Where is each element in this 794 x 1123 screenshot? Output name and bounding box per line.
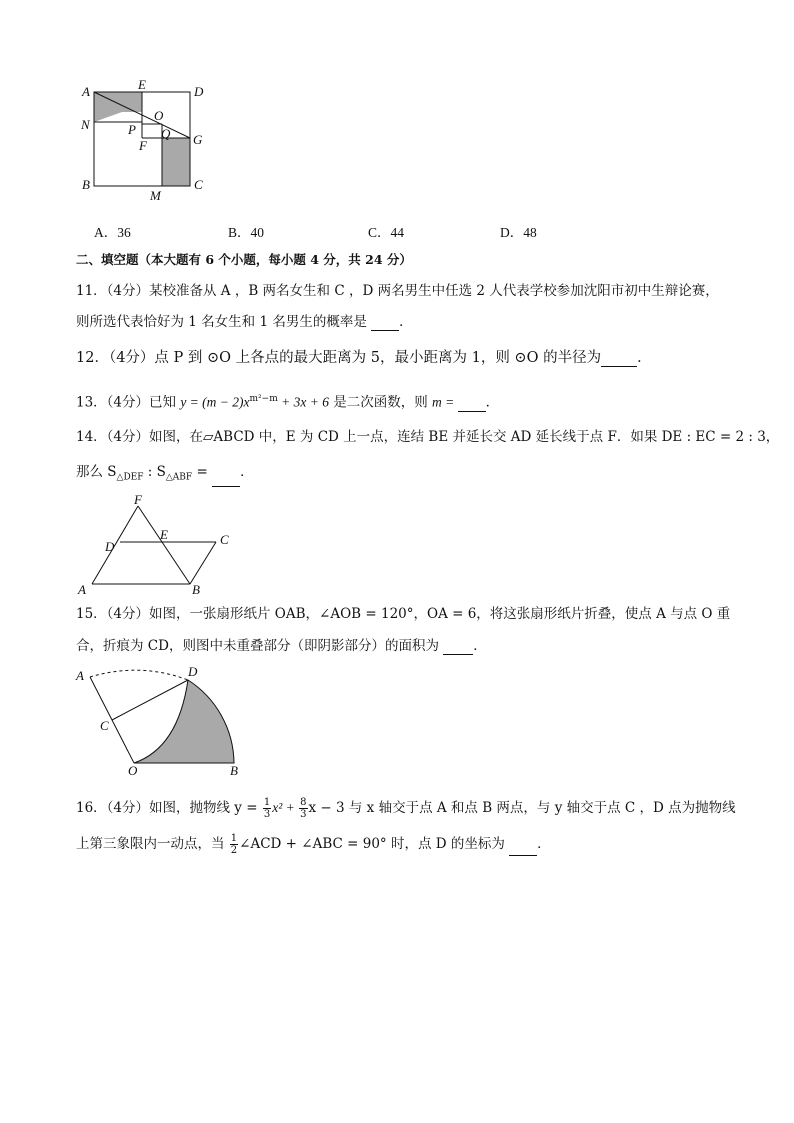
q16-answer-blank[interactable] xyxy=(509,841,537,856)
figure-q14 xyxy=(76,494,246,598)
q14-label-D: D xyxy=(105,539,115,554)
choice-d: D．48 xyxy=(500,225,537,240)
label-A: A xyxy=(82,84,90,99)
q11-line2: 则所选代表恰好为 1 名女生和 1 名男生的概率是 ． xyxy=(76,314,413,330)
q15-label-C: C xyxy=(100,718,109,733)
label-C: C xyxy=(194,177,203,192)
q14-line2: 那么 $S_{\triangle DEF}$ : $S_{\triangle ABF}$ = ． xyxy=(76,463,254,487)
q12-line: 12．（4分）点 P 到 ⊙O 上各点的最大距离为 5，最小距离为 1，则 ⊙O 的半径为 ． xyxy=(76,350,652,366)
label-E: E xyxy=(138,78,146,92)
q16-line2: 上第三象限内一动点，当 $\frac{1}{2}$ ∠ACD + ∠ABC = 90° 时，点 D 的坐标为 ． xyxy=(76,833,551,856)
figure-q15 xyxy=(70,662,260,780)
q16-line1: 16．（4分）如图，抛物线 y = $\frac{1}{3}$ x² + $\frac{8}{3}$ x − 3 与 x 轴交于点 A 和点 B 两点，与 y 轴交于点 C ，D 点为抛物线 xyxy=(76,797,736,820)
q13-line: 13．（4分）已知 $y = (m - 2)x^{m^2-m} + 3x + 6$ 是二次函数，则 m = ． xyxy=(76,394,500,411)
q11-line1: 11．（4分）某校准备从 A ，B 两名女生和 C ，D 两名男生中任选 2 人代表学校参加沈阳市初中生辩论赛， xyxy=(76,283,719,299)
label-G: G xyxy=(193,132,203,147)
q14-label-B: B xyxy=(192,582,200,597)
q14-label-A: A xyxy=(78,582,86,597)
q15-label-A: A xyxy=(76,668,84,683)
q15-label-B: B xyxy=(230,763,238,778)
label-O: O xyxy=(154,108,164,123)
label-M: M xyxy=(150,188,161,203)
label-B: B xyxy=(82,177,90,192)
choice-a: A．36 xyxy=(94,225,131,240)
q15-label-O: O xyxy=(128,763,138,778)
shaded-region-top-left xyxy=(94,92,142,122)
label-N: N xyxy=(81,117,90,132)
q14-line1: 14．（4分）如图，在▱ABCD 中，E 为 CD 上一点，连结 BE 并延长交 AD 延长线于点 F．如果 DE : EC = 2 : 3， xyxy=(76,429,780,445)
label-F: F xyxy=(139,138,147,153)
section-title: 二、填空题（本大题有 6 个小题，每小题 4 分，共 24 分） xyxy=(76,252,412,267)
q12-answer-blank[interactable] xyxy=(601,352,637,367)
q14-label-F: F xyxy=(134,494,142,507)
q14-label-C: C xyxy=(220,532,229,547)
q15-shaded-region xyxy=(134,680,234,763)
q15-label-D: D xyxy=(188,664,198,679)
choice-c: C．44 xyxy=(368,225,405,240)
q13-answer-blank[interactable] xyxy=(458,397,486,412)
q11-answer-blank[interactable] xyxy=(371,316,399,331)
q14-label-E: E xyxy=(160,527,168,542)
figure-q10 xyxy=(76,78,216,206)
q15-line2: 合，折痕为 CD，则图中未重叠部分（即阴影部分）的面积为 ． xyxy=(76,638,487,654)
q15-line1: 15．（4分）如图，一张扇形纸片 OAB，∠AOB = 120°，OA = 6，将这张扇形纸片折叠，使点 A 与点 O 重 xyxy=(76,606,731,622)
choice-b: B．40 xyxy=(228,225,265,240)
q15-answer-blank[interactable] xyxy=(443,640,473,655)
q14-answer-blank[interactable] xyxy=(212,472,240,487)
shaded-region-bottom-right xyxy=(162,138,190,186)
label-D: D xyxy=(194,84,204,99)
label-P: P xyxy=(128,122,136,137)
label-Q: Q xyxy=(161,126,171,141)
